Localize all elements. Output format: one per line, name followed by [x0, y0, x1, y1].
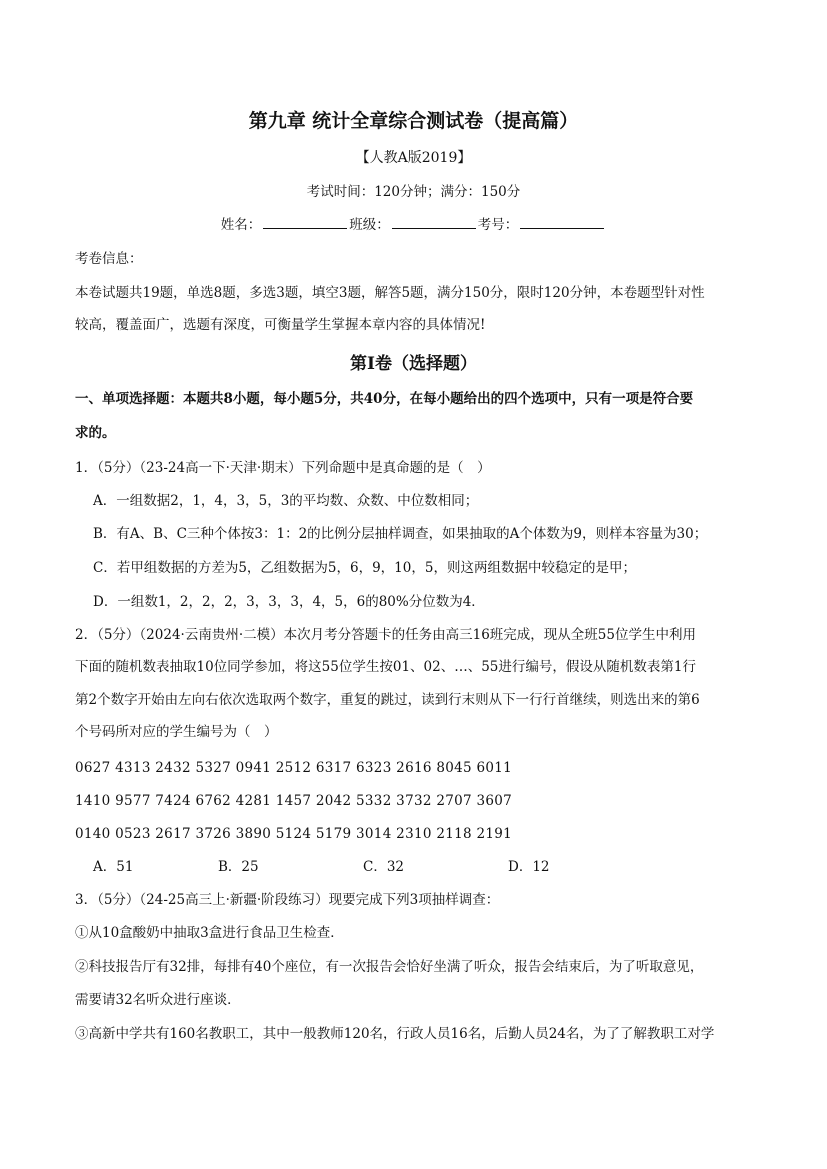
q2-option-b: B．25: [218, 859, 259, 875]
volume-title: 第Ⅰ卷（选择题）: [350, 354, 477, 374]
q1-option-c: C．若甲组数据的方差为5，乙组数据为5，6，9，10，5，则这两组数据中较稳定的是甲；: [93, 560, 636, 576]
page-title: 第九章 统计全章综合测试卷（提高篇）: [248, 110, 579, 132]
name-label: 姓名：: [220, 217, 262, 233]
section1-heading-line-1: 一、单项选择题：本题共8小题，每小题5分，共40分，在每小题给出的四个选项中，只有一项是符合要: [75, 391, 694, 407]
random-table-row-3: 0140 0523 2617 3726 3890 5124 5179 3014 2310 2118 2191: [75, 826, 513, 842]
q2-option-d: D．12: [508, 859, 550, 875]
q1-option-d: D．一组数1，2，2，2，3，3，3，4，5，6的80%分位数为4．: [93, 594, 485, 610]
q1-option-a: A．一组数据2，1，4，3，5，3的平均数、众数、中位数相同；: [93, 493, 479, 509]
name-blank[interactable]: [263, 214, 347, 229]
random-table-row-1: 0627 4313 2432 5327 0941 2512 6317 6323 2616 8045 6011: [75, 760, 513, 776]
info-heading: 考卷信息：: [75, 251, 143, 267]
q2-options-row: [0, 857, 827, 877]
q2-option-a: A．51: [93, 859, 134, 875]
section1-heading-line-2: 求的。: [75, 425, 116, 441]
q3-item-2-line-2: 需要请32名听众进行座谈．: [75, 992, 241, 1008]
q3-item-3-line-1: ③高新中学共有160名教职工，其中一般教师120名，行政人员16名，后勤人员24名，为了了解教职工对学: [75, 1026, 715, 1042]
q2-option-c: C．32: [363, 859, 405, 875]
info-line-1: 本卷试题共19题，单选8题，多选3题，填空3题，解答5题，满分150分，限时120分钟，本卷题型针对性: [75, 285, 705, 301]
student-info-row: [0, 214, 827, 235]
info-line-2: 较高，覆盖面广，选题有深度，可衡量学生掌握本章内容的具体情况!: [75, 317, 486, 333]
class-label: 班级：: [349, 217, 390, 233]
q2-line-2: 下面的随机数表抽取10位同学参加，将这55位学生按01、02、…、55进行编号，假设从随机数表第1行: [75, 659, 696, 675]
q1-option-b: B．有A、B、C三种个体按3：1：2的比例分层抽样调查，如果抽取的A个体数为9，则样本容量为30；: [93, 526, 708, 542]
q1-stem: 1．（5分）（23-24高一下·天津·期末）下列命题中是真命题的是（ ）: [75, 460, 491, 476]
q2-line-4: 个号码所对应的学生编号为（ ）: [75, 724, 278, 740]
number-blank[interactable]: [520, 214, 604, 229]
q2-line-1: 2．（5分）（2024·云南贵州·二模）本次月考分答题卡的任务由高三16班完成，现从全班55位学生中利用: [75, 627, 696, 643]
q3-item-2-line-1: ②科技报告厅有32排，每排有40个座位，有一次报告会恰好坐满了听众，报告会结束后，为了听取意见，: [75, 959, 704, 975]
q3-stem: 3．（5分）（24-25高三上·新疆·阶段练习）现要完成下列3项抽样调查：: [75, 892, 500, 908]
edition-label: 【人教A版2019】: [355, 150, 472, 166]
q3-item-1: ①从10盒酸奶中抽取3盒进行食品卫生检查．: [75, 925, 344, 941]
q2-line-3: 第2个数字开始由左向右依次选取两个数字，重复的跳过，读到行末则从下一行行首继续，则选出来的第6: [75, 692, 700, 708]
exam-meta: 考试时间：120分钟；满分：150分: [306, 184, 521, 200]
class-blank[interactable]: [392, 214, 476, 229]
number-label: 考号：: [477, 217, 519, 233]
random-table-row-2: 1410 9577 7424 6762 4281 1457 2042 5332 3732 2707 3607: [75, 793, 513, 809]
